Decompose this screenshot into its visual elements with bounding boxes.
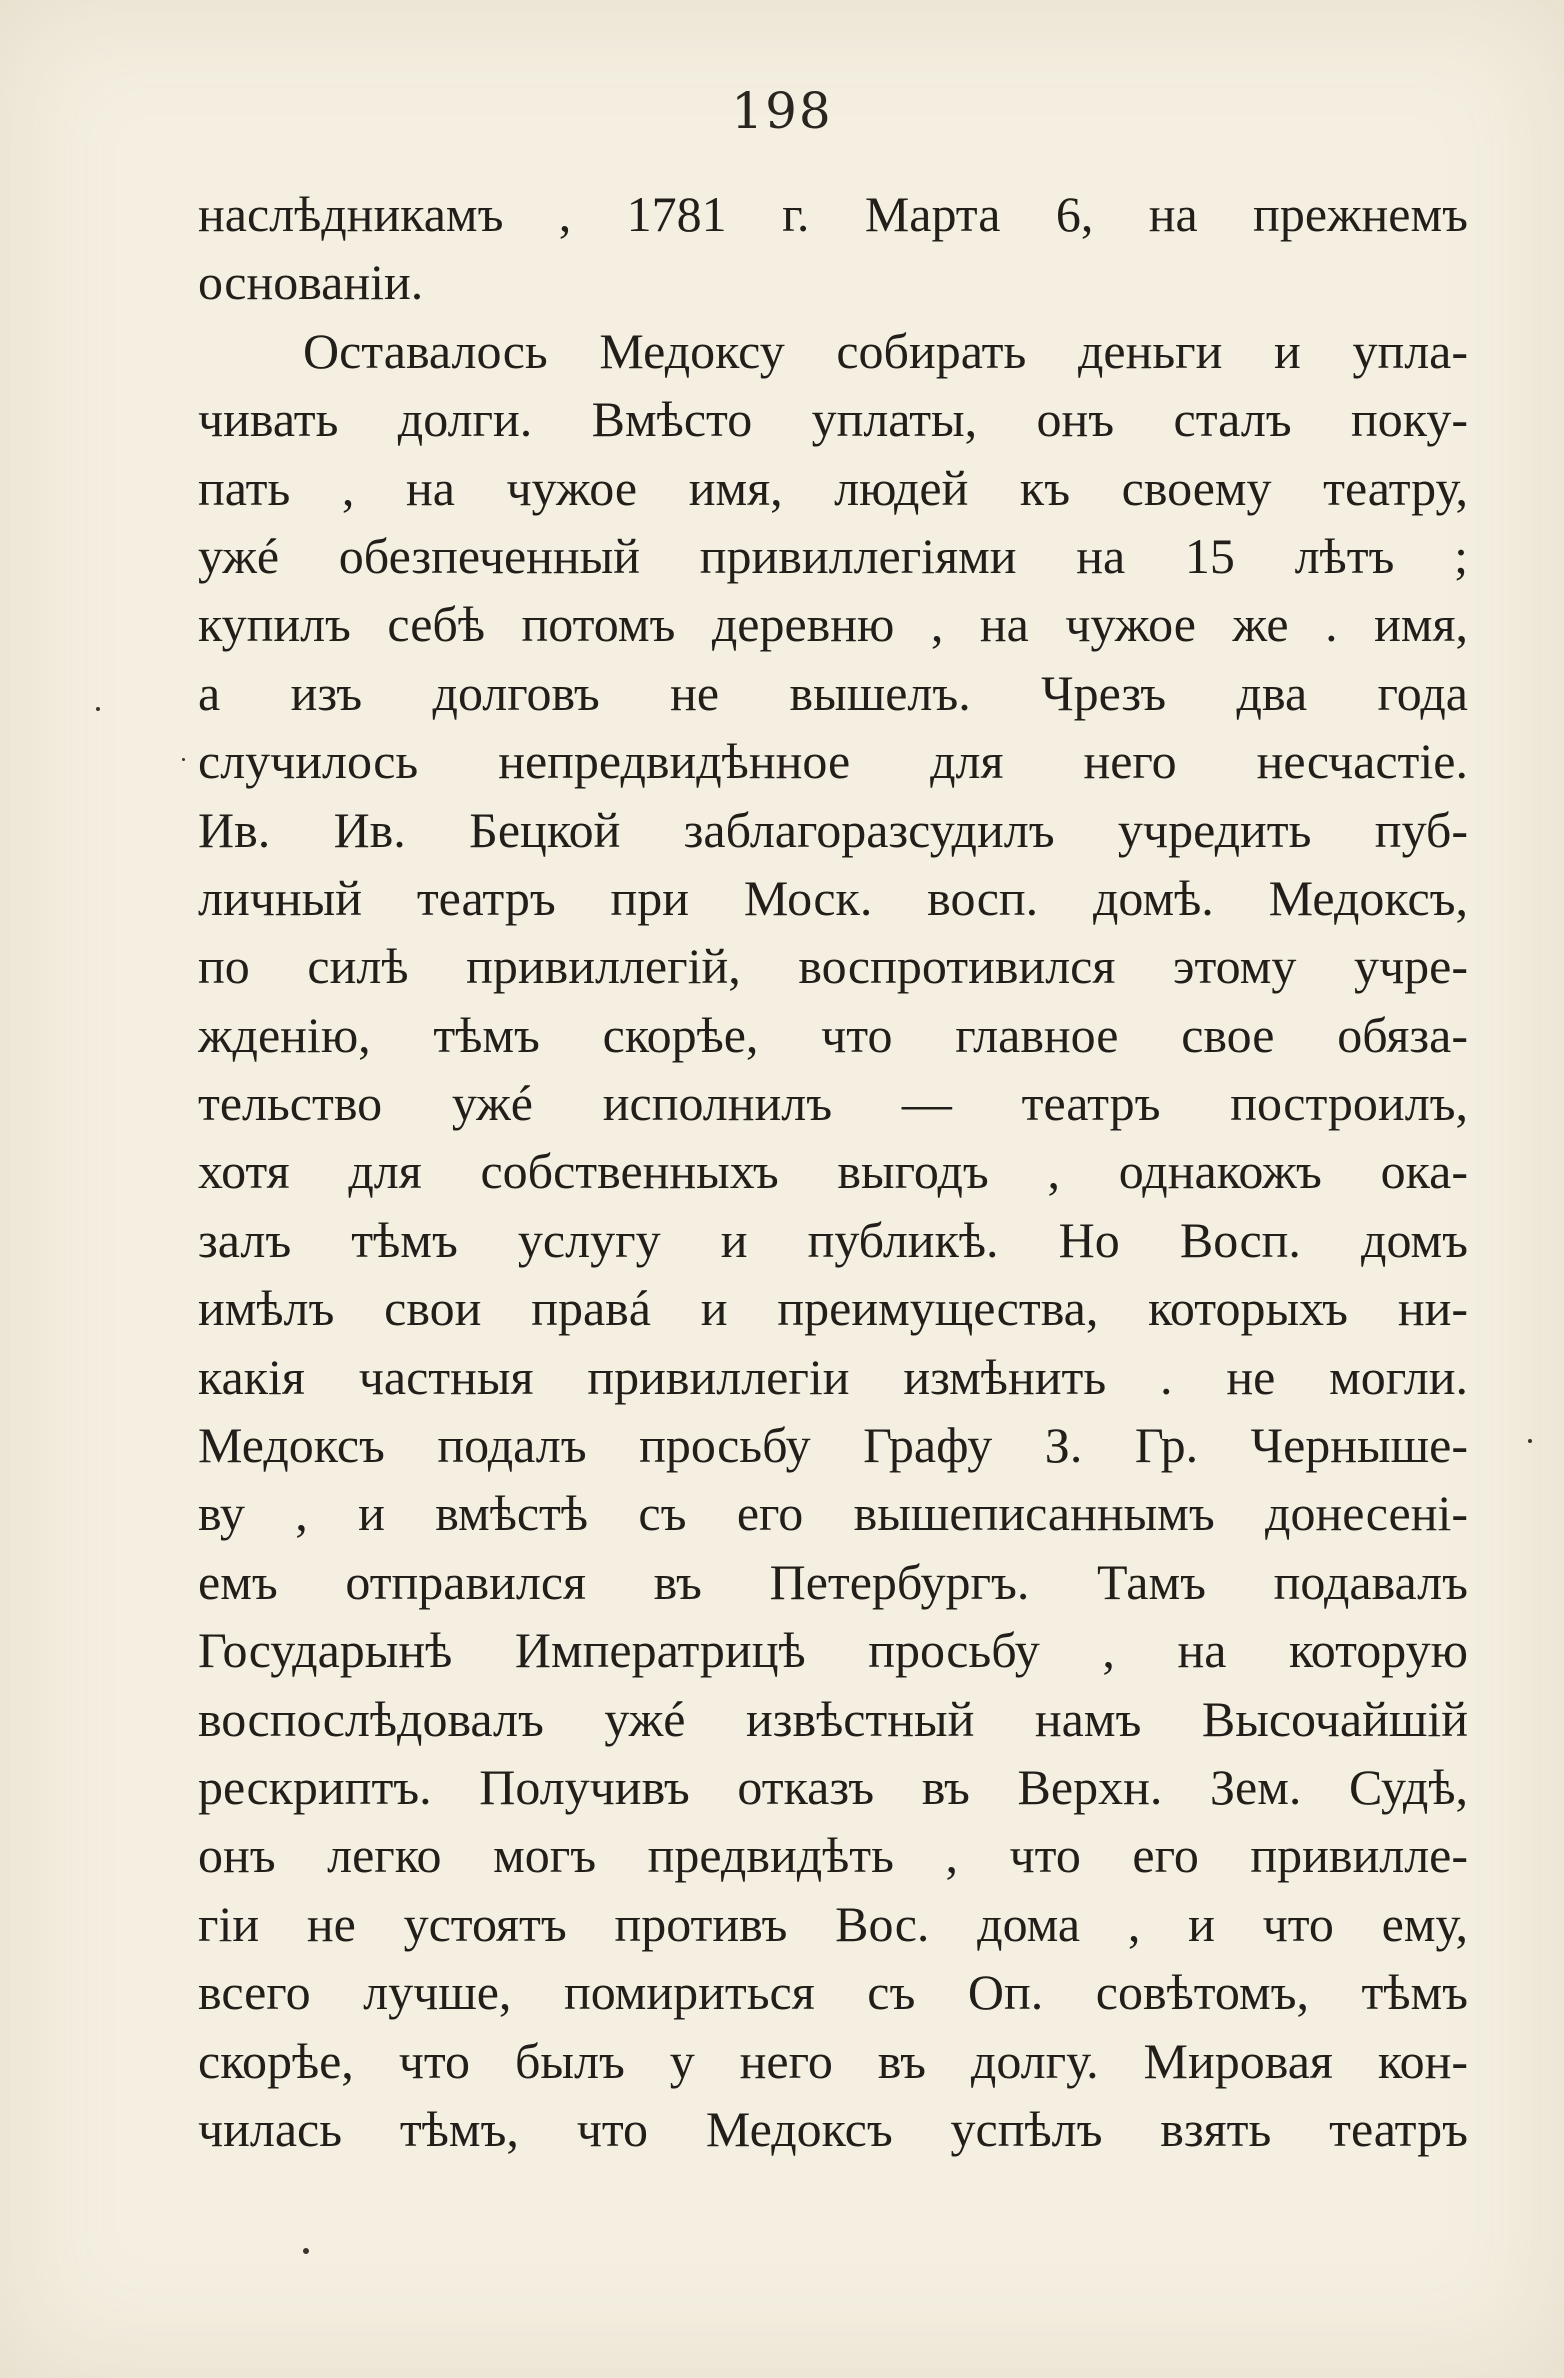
- text-line: по силѣ привиллегій, воспротивился этому учре-: [198, 938, 1468, 995]
- text-line: ву , и вмѣстѣ съ его вышеписаннымъ донесені-: [198, 1485, 1468, 1542]
- text-line: жденію, тѣмъ скорѣе, что главное свое обяза-: [198, 1006, 1468, 1063]
- text-line: емъ отправился въ Петербургъ. Тамъ подавалъ: [198, 1553, 1468, 1610]
- text-line: случилось непредвидѣнное для него несчастіе.: [198, 733, 1468, 790]
- text-line: гіи не устоятъ противъ Вос. дома , и что ему,: [198, 1895, 1468, 1952]
- text-line: всего лучше, помириться съ Оп. совѣтомъ, тѣмъ: [198, 1964, 1468, 2021]
- text-line: чилась тѣмъ, что Медоксъ успѣлъ взять театръ: [198, 2100, 1468, 2157]
- text-line: рескриптъ. Получивъ отказъ въ Верхн. Зем. Судѣ,: [198, 1758, 1468, 1815]
- text-line: воспослѣдовалъ ужé извѣстный намъ Высочайшій: [198, 1690, 1468, 1747]
- ink-speck: [1528, 1439, 1532, 1443]
- text-line: скорѣе, что былъ у него въ долгу. Мировая кон-: [198, 2032, 1468, 2089]
- text-line: хотя для собственныхъ выгодъ , однакожъ ока-: [198, 1143, 1468, 1200]
- text-line: Государынѣ Императрицѣ просьбу , на которую: [198, 1622, 1468, 1679]
- page-number: 198: [731, 82, 833, 140]
- text-line: онъ легко могъ предвидѣть , что его привилле-: [198, 1827, 1468, 1884]
- text-line: ужé обезпеченный привиллегіями на 15 лѣтъ ;: [198, 527, 1468, 584]
- text-line: тельство ужé исполнилъ — театръ построилъ,: [198, 1075, 1468, 1132]
- text-line: личный театръ при Моск. восп. домѣ. Медоксъ,: [198, 869, 1468, 926]
- ink-speck: [182, 758, 185, 761]
- ink-speck: [303, 2248, 309, 2254]
- paragraph-first-line: Оставалось Медоксу собирать деньги и упла-: [303, 322, 1468, 379]
- text-line: какія частныя привиллегіи измѣнить . не могли.: [198, 1348, 1468, 1405]
- text-line: купилъ себѣ потомъ деревню , на чужое же . имя,: [198, 596, 1468, 653]
- text-line: Медоксъ подалъ просьбу Графу З. Гр. Чернышe-: [198, 1417, 1468, 1474]
- text-line: а изъ долговъ не вышелъ. Чрезъ два года: [198, 664, 1468, 721]
- text-line: чивать долги. Вмѣсто уплаты, онъ сталъ поку-: [198, 391, 1468, 448]
- ink-speck: [96, 707, 100, 711]
- text-line: наслѣдникамъ , 1781 г. Марта 6, на прежнемъ: [198, 186, 1468, 242]
- text-line: имѣлъ свои правá и преимущества, которыхъ ни-: [198, 1280, 1468, 1337]
- text-line: пать , на чужое имя, людей къ своему театру,: [198, 459, 1468, 516]
- text-line: основаніи.: [198, 254, 424, 311]
- body-text: [198, 180, 1468, 2163]
- text-line: залъ тѣмъ услугу и публикѣ. Но Восп. домъ: [198, 1211, 1468, 1268]
- text-line: Ив. Ив. Бецкой заблагоразсудилъ учредить пуб-: [198, 801, 1468, 858]
